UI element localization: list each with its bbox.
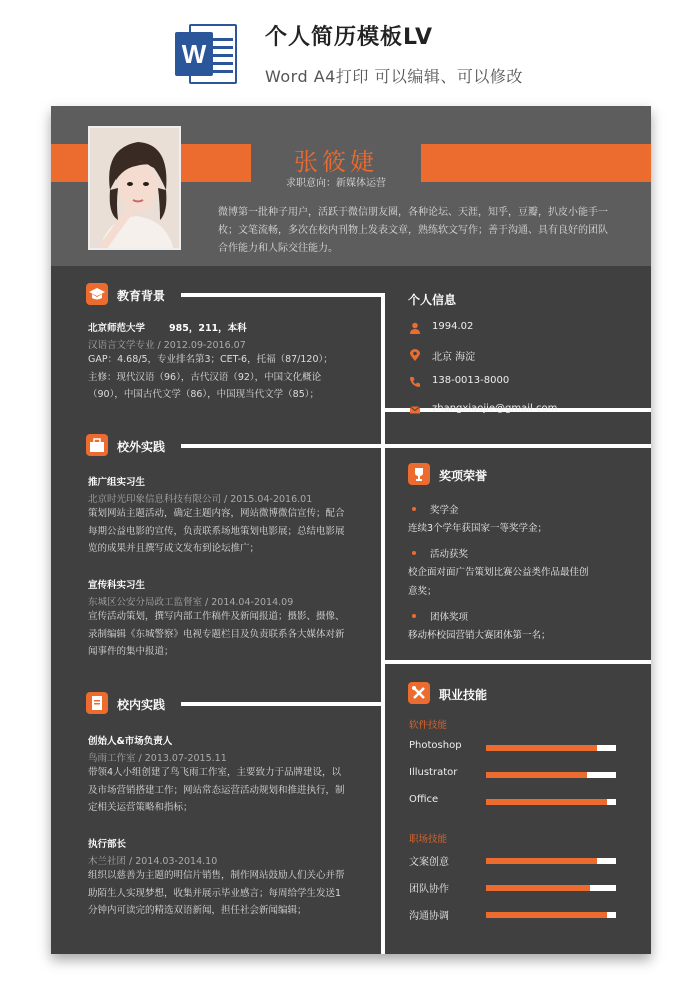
award-name: 奖学金 [430, 505, 459, 516]
skill-bar [486, 772, 616, 778]
role-description [88, 608, 366, 661]
role-description [88, 505, 366, 558]
workplace-skills-label: 职场技能 [409, 834, 448, 845]
award-description: 连续3个学年获国家一等奖学金； [408, 523, 548, 534]
skill-bar [486, 912, 616, 918]
skill-name: 文案创意 [409, 857, 449, 868]
graduation-cap-icon [86, 283, 108, 305]
personal-info-title: 个人信息 [408, 293, 457, 307]
bullet-dot [412, 614, 416, 618]
description-line: 带领4人小组创建了鸟飞雨工作室，主要致力于品牌建设，以 [88, 767, 342, 778]
role-title: 执行部长 [88, 839, 127, 850]
skill-name: Office [409, 794, 439, 805]
resume-header [51, 106, 651, 266]
skill-name: 沟通协调 [409, 911, 449, 922]
description-line: 闻事件的集中报道； [88, 646, 174, 657]
vertical-divider [381, 293, 385, 954]
location-pin-icon [408, 348, 422, 362]
location: 北京 海淀 [432, 352, 476, 363]
divider-line [181, 293, 385, 297]
skill-name: Photoshop [409, 740, 462, 751]
skill-name: 团队协作 [409, 884, 449, 895]
skill-bar [486, 885, 616, 891]
skills-title: 职业技能 [439, 688, 488, 702]
intro-line: 微博第一批种子用户，活跃于微信朋友圈，各种论坛、天涯，知乎，豆瓣，扒皮小能手一 [218, 207, 608, 218]
role-title: 推广组实习生 [88, 477, 146, 488]
skill-bar-fill [486, 745, 597, 751]
education-line: （90），中国古代文学（86），中国现当代文学（85）； [88, 389, 320, 400]
education-line: 主修：现代汉语（96），古代汉语（92），中国文化概论 [88, 371, 322, 383]
job-intent: 求职意向：新媒体运营 [286, 178, 386, 189]
education-line: GAP：4.68/5，专业排名第3；CET-6，托福（87/120）； [88, 354, 333, 365]
award-name: 团体奖项 [430, 612, 469, 623]
phone-icon [408, 375, 422, 389]
school-name: 北京师范大学 [88, 323, 146, 334]
role-org: 北京时光印象信息科技有限公司 / 2015.04-2016.01 [88, 494, 313, 505]
education-section-title: 教育背景 [117, 289, 166, 303]
skill-bar-fill [486, 799, 607, 805]
description-line: 定相关运营策略和指标； [88, 802, 193, 813]
role-title: 创始人&市场负责人 [88, 736, 173, 747]
banner-title: 个人简历模板LV [265, 25, 434, 50]
skill-bar-fill [486, 858, 597, 864]
document-icon [86, 692, 108, 714]
intro-line: 枚；文笔流畅，多次在校内刊物上发表文章，熟练软文写作；善于沟通、具有良好的团队 [218, 225, 608, 236]
banner-subtitle: Word A4打印 可以编辑、可以修改 [265, 67, 523, 86]
school-level: 985，211，本科 [169, 323, 247, 334]
birth-date: 1994.02 [432, 321, 474, 332]
role-org: 鸟雨工作室 / 2013.07-2015.11 [88, 753, 227, 764]
description-line: 助陌生人实现梦想，收集并展示毕业感言；每周给学生发送1 [88, 887, 342, 899]
bullet-dot [412, 507, 416, 511]
award-description: 校企面对面广告策划比赛公益类作品最佳创 [408, 567, 589, 578]
resume-body [51, 266, 651, 954]
intro-line: 合作能力和人际交往能力。 [218, 243, 338, 254]
skill-bar [486, 858, 616, 864]
internal-practice-title: 校内实践 [117, 698, 166, 712]
description-line: 策划网站主题活动，确定主题内容，网站微博微信宣传；配合 [88, 508, 345, 519]
software-skills-label: 软件技能 [409, 720, 448, 731]
description-line: 组织以慈善为主题的明信片销售，制作网站鼓励人们关心并帮 [88, 870, 345, 881]
tools-icon [408, 682, 430, 704]
education-details [88, 351, 366, 404]
phone-number: 138-0013-8000 [432, 375, 510, 386]
major-period: 汉语言文学专业 / 2012.09-2016.07 [88, 340, 246, 351]
divider-line [381, 660, 651, 664]
profile-photo [88, 126, 181, 250]
word-app-icon [175, 22, 239, 86]
awards-title: 奖项荣誉 [439, 469, 488, 483]
envelope-icon [408, 403, 422, 417]
role-description [88, 867, 366, 920]
briefcase-icon [86, 434, 108, 456]
bullet-dot [412, 551, 416, 555]
award-name: 活动获奖 [430, 549, 469, 560]
external-practice-title: 校外实践 [117, 440, 166, 454]
role-title: 宣传科实习生 [88, 580, 146, 591]
skill-bar-fill [486, 772, 587, 778]
description-line: 分钟内可读完的精选双语新闻，担任社会新闻编辑； [88, 905, 307, 916]
trophy-icon [408, 463, 430, 485]
skill-bar [486, 799, 616, 805]
divider-line [181, 444, 651, 448]
skill-bar-fill [486, 912, 607, 918]
award-description: 移动杯校园营销大赛团体第一名； [408, 630, 551, 641]
description-line: 及市场营销搭建工作；网站常态运营活动规划和推进执行，制 [88, 784, 345, 796]
word-letter-badge: W [175, 32, 213, 76]
self-introduction [218, 204, 618, 258]
description-line: 览的成果并且撰写成文发布到论坛推广； [88, 543, 260, 554]
role-description [88, 764, 366, 817]
skill-name: Illustrator [409, 767, 458, 778]
description-line: 宣传活动策划，撰写内部工作稿件及新闻报道；摄影、摄像、 [88, 611, 345, 622]
header-accent-bar-right [421, 144, 651, 182]
description-line: 录制编辑《东城警察》电视专题栏目及负责联系各大媒体对新 [88, 628, 345, 640]
description-line: 每期公益电影的宣传，负责联系场地策划电影展；总结电影展 [88, 525, 345, 537]
role-org: 木兰社团 / 2014.03-2014.10 [88, 856, 218, 867]
divider-line [181, 702, 385, 706]
award-description: 意奖； [408, 586, 437, 597]
role-org: 东城区公安分局政工监督室 / 2014.04-2014.09 [88, 597, 294, 608]
person-icon [408, 321, 422, 335]
candidate-name: 张筱婕 [294, 148, 378, 176]
skill-bar-fill [486, 885, 590, 891]
resume-page [51, 106, 651, 954]
skill-bar [486, 745, 616, 751]
email-address: zhangxiaojie@gmail.com [432, 403, 558, 414]
